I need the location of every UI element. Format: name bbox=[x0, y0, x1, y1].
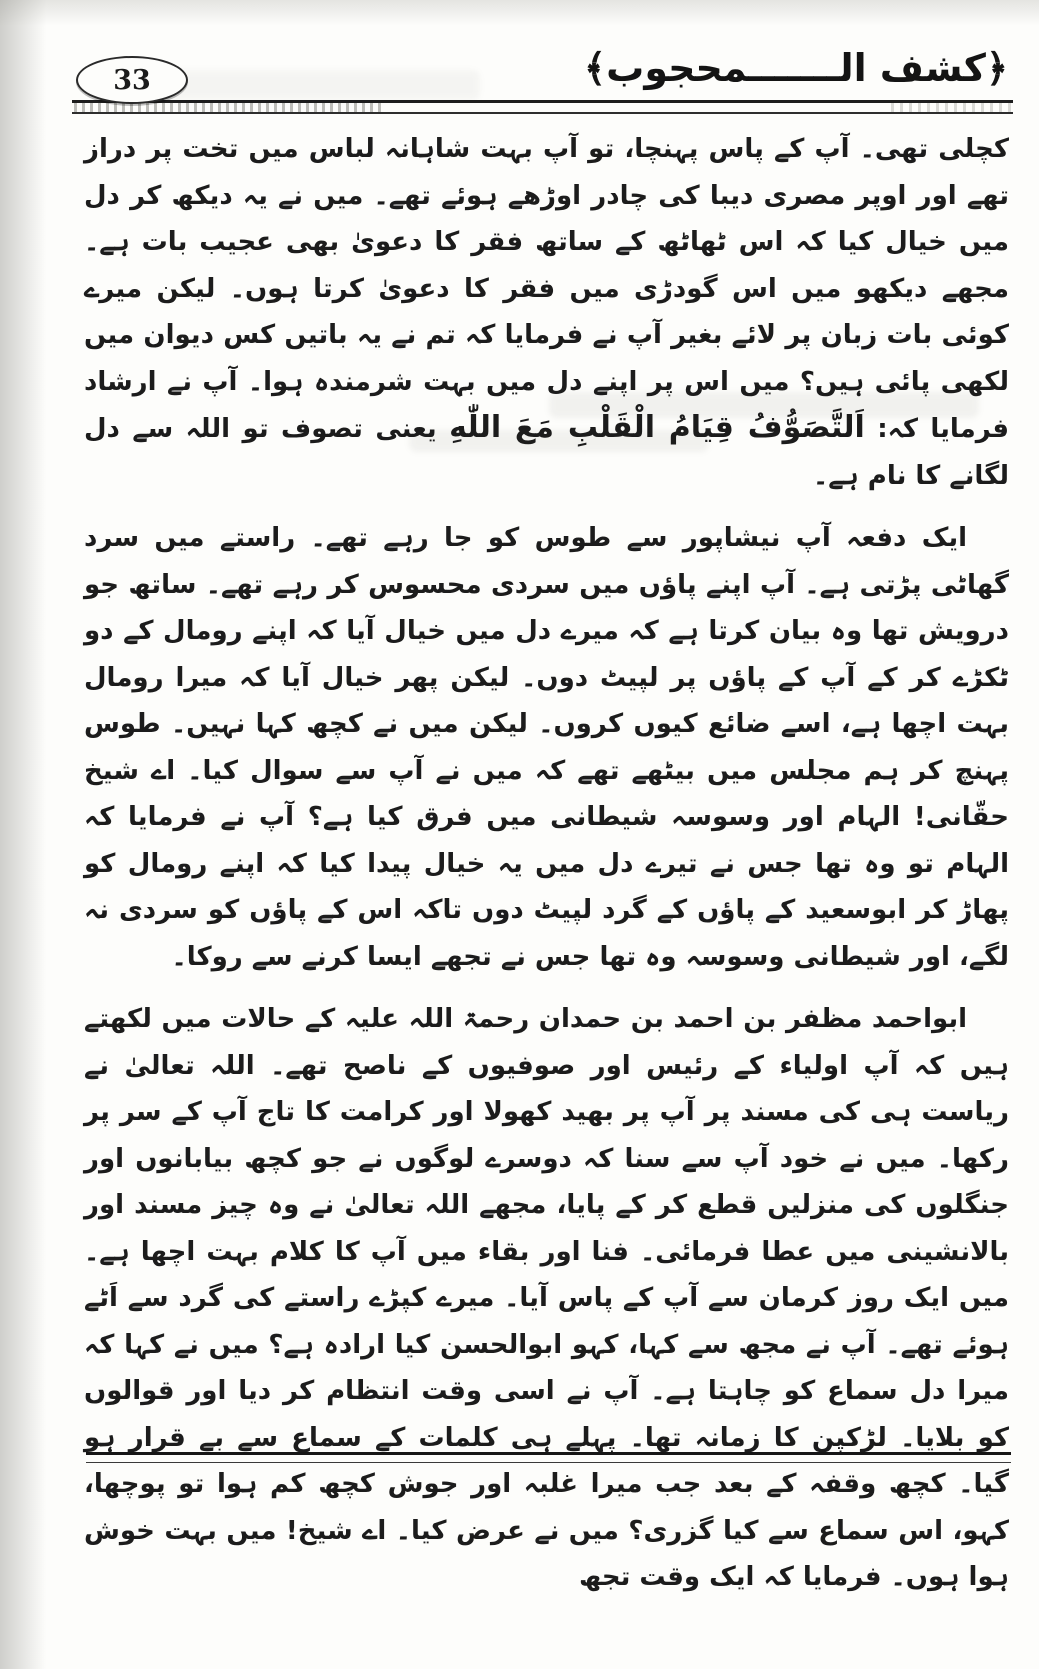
arabic-quote-text: اَلتَّصَوُّفُ قِيَامُ الْقَلْبِ مَعَ اللّٰهِ bbox=[449, 410, 865, 445]
header-rule-hatch-left bbox=[74, 103, 384, 112]
paragraph bbox=[84, 515, 1009, 980]
show-through-smudge bbox=[150, 70, 480, 100]
book-title-cartouche: ﴿کشف الـــــــمحجوب﴾ bbox=[583, 46, 1009, 90]
page-number-badge: 33 bbox=[76, 56, 188, 104]
paragraph bbox=[84, 126, 1009, 499]
paragraph-text: کچلی تھی۔ آپ کے پاس پہنچا، تو آپ بہت شاہانہ لباس میں تخت پر دراز تھے اور اوپر مصری دیبا کی چادر اوڑھے ہوئے تھے۔ میں نے یہ دیکھ کر دل میں خیال کیا کہ اس ٹھاٹھ کے ساتھ فقر کا دعویٰ بھی عجیب بات ہے۔ مجھے دیکھو میں اس گودڑی میں فقر کا دعویٰ کرتا ہوں۔ لیکن میرے کوئی بات زبان پر لائے بغیر آپ نے فرمایا کہ تم نے یہ باتیں کس دیوان میں لکھی پائی ہیں؟ میں اس پر اپنے دل میں بہت شرمندہ ہوا۔ آپ نے ارشاد فرمایا کہ: bbox=[84, 134, 1009, 444]
footer-rule-thick bbox=[86, 1452, 1011, 1455]
body-text bbox=[84, 126, 1009, 1601]
header-rule-hatch-right bbox=[891, 103, 1011, 112]
paragraph-text: ایک دفعہ آپ نیشاپور سے طوس کو جا رہے تھے۔ راستے میں سرد گھاٹی پڑتی ہے۔ آپ اپنے پاؤں میں سردی محسوس کر رہے تھے۔ ساتھ جو درویش تھا وہ بیان کرتا ہے کہ میرے دل میں خیال آیا کہ اپنے رومال کے دو ٹکڑے کر کے آپ کے پاؤں پر لپیٹ دوں۔ لیکن پھر خیال آیا کہ میرا رومال بہت اچھا ہے، اسے ضائع کیوں کروں۔ لیکن میں نے کچھ کہا نہیں۔ طوس پہنچ کر ہم مجلس میں بیٹھے تھے کہ میں نے آپ سے سوال کیا۔ اے شیخ حقّانی! الہام اور وسوسہ شیطانی میں فرق کیا ہے؟ آپ نے فرمایا کہ الہام تو وہ تھا جس نے تیرے دل میں یہ خیال پیدا کیا کہ اپنے رومال کو پھاڑ کر ابوسعید کے پاؤں کے گرد لپیٹ دوں تاکہ اس کے پاؤں کو سردی نہ لگے، اور شیطانی وسوسہ وہ تھا جس نے تجھے ایسا کرنے سے روکا۔ bbox=[84, 523, 1009, 972]
paragraph-text: ابواحمد مظفر بن احمد بن حمدان رحمۃ اللہ علیہ کے حالات میں لکھتے ہیں کہ آپ اولیاء کے رئیس اور صوفیوں کے ناصح تھے۔ اللہ تعالیٰ نے ریاست ہی کی مسند پر آپ پر بھید کھولا اور کرامت کا تاج آپ کے سر پر رکھا۔ میں نے خود آپ سے سنا کہ دوسرے لوگوں نے جو کچھ بیابانوں اور جنگلوں کی منزلیں قطع کر کے پایا، مجھے اللہ تعالیٰ نے وہ چیز مسند اور بالانشینی میں عطا فرمائی۔ فنا اور بقاء میں آپ کا کلام بہت اچھا ہے۔ میں ایک روز کرمان سے آپ کے پاس آیا۔ میرے کپڑے راستے کی گرد سے اَٹے ہوئے تھے۔ آپ نے مجھ سے کہا، کہو ابوالحسن کیا ارادہ ہے؟ میں نے کہا کہ میرا دل سماع کو چاہتا ہے۔ آپ نے اسی وقت انتظام کر دیا اور قوالوں کو بلایا۔ لڑکپن کا زمانہ تھا۔ پہلے ہی کلمات کے سماع سے بے قرار ہو گیا۔ کچھ وقفہ کے بعد جب میرا غلبہ اور جوش کچھ کم ہوا تو پوچھا، کہو، اس سماع سے کیا گزری؟ میں نے عرض کیا۔ اے شیخ! میں بہت خوش ہوا ہوں۔ فرمایا کہ ایک وقت تجھ bbox=[84, 1004, 1009, 1592]
paragraph bbox=[84, 996, 1009, 1601]
footer-rule-thin bbox=[86, 1462, 1011, 1463]
paragraph-text: یعنی تصوف تو اللہ سے دل لگانے کا نام ہے۔ bbox=[84, 414, 1009, 491]
header-rule-thin bbox=[72, 112, 1013, 114]
